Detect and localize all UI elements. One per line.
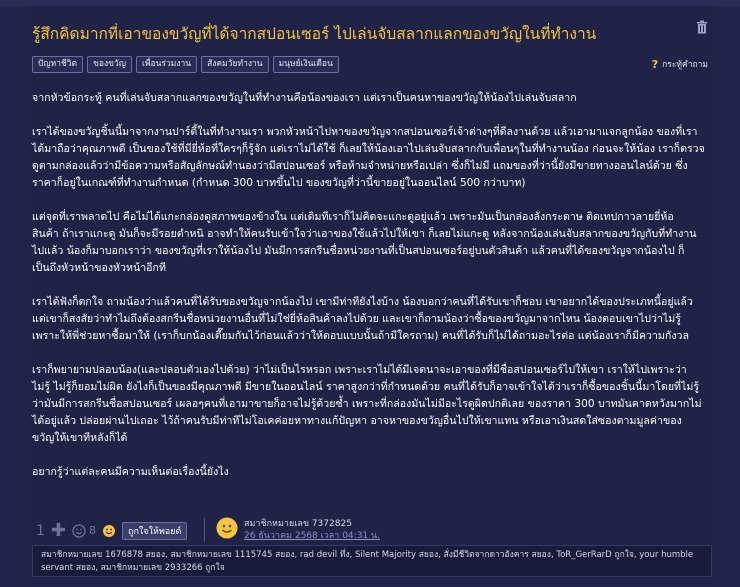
member-info <box>244 518 380 542</box>
tag-work-society[interactable]: สังคมวัยทำงาน <box>201 56 269 73</box>
member-avatar-icon[interactable] <box>216 517 238 539</box>
vote-area <box>36 520 187 541</box>
body-line: ดูตามกล่องแล้วว่ามีข้อความหรือสัญลักษณ์ทำนองว่ามีสปอนเซอร์ หรือห้ามจำหน่ายหรือเปล่า ซึ่งก็ไม่มี แถมของที่ว่านี้ยังมีขายทางออนไลน์ด้วย ซึ่ง <box>32 160 688 172</box>
body-line: เพราะให้พี่ช่วยหาซื้อมาให้ (เราก็บกน้องเตี๊ยมกันไว้ก่อนแล้วว่าให้ตอบแบบนั้นถ้ามีใครถาม) คนที่ได้รับก็ไม่ได้ถามอะไรต่อ แต่น้องเราก็มีความกังวล <box>32 330 689 342</box>
paragraph-4 <box>32 294 708 345</box>
body-line: ไปแล้ว น้องก็มาบอกเราว่า ของขวัญที่เราให้น้องไป มันมีการสกรีนชื่อหน่วยงานที่เป็นสปอนเซอร์อยู่บนตัวสินค้า แล้วคนที่ได้ของขวัญจากน้องไป ก็ <box>32 245 685 257</box>
body-line: สินค้า ถ้าเราแกะดู มันก็จะมีรอยตำหนิ อาจทำให้คนรับเข้าใจว่าเอาของใช้แล้วไปให้เขา ก็เลยไม่แกะดู หลังจากน้องเล่นจับสลากของขวัญกับที่ทำงาน <box>32 228 697 240</box>
body-line: เราก็พยายามปลอบน้อง(และปลอบตัวเองไปด้วย) ว่าไม่เป็นไรหรอก เพราะเราไม่ได้มีเจตนาจะเอาของที่มีชื่อสปอนเซอร์ไปให้เขา เราให้ไปเพราะว่า <box>32 364 687 376</box>
reactions-list: สมาชิกหมายเลข 1676878 สยอง, สมาชิกหมายเลข 1115745 สยอง, rad devil ทึ่ง, Silent Majority สยอง, สั่งมีชีวิตจากดาวอังคาร สยอง, ToR_GerRarD ถูกใจ, your humble servant สยอง, สมาชิกหมายเลข 2933266 ถูกใจ <box>32 545 712 577</box>
body-line: เป็นถึงหัวหน้าของหัวหน้าอีกที <box>32 262 166 274</box>
trash-icon[interactable] <box>696 20 708 34</box>
post-title: รู้สึกคิดมากที่เอาของขวัญที่ได้จากสปอนเซอร์ ไปเล่นจับสลากแลกของขวัญในที่ทำงาน <box>32 25 597 43</box>
footer-divider <box>204 518 205 542</box>
paragraph-5 <box>32 362 708 447</box>
body-line: แต่เขาก็สงสัยว่าทำไมถึงต้องสกรีนชื่อหน่วยงานอื่นที่ไม่ใช่ยี่ห้อสินค้าลงไปด้วย และเขาก็ถามน้องว่าซื้อของขวัญมาจากไหน น้องตอบเขาไปว่าไม่รู้ <box>32 313 681 325</box>
body-line: เราได้ฟังก็ตกใจ ถามน้องว่าแล้วคนที่ได้รับของขวัญจากน้องไป เขามีท่าทียังไงบ้าง น้องบอกว่าคนที่ได้รับเขาก็ชอบ เขาอยากได้ของประเภทนี้อยู่แล้ว <box>32 296 693 308</box>
tag-life-problem[interactable]: ปัญหาชีวิต <box>32 56 83 73</box>
paragraph-1 <box>32 90 708 107</box>
emotion-count: 8 <box>89 524 97 537</box>
post-time[interactable]: 26 ธันวาคม 2568 เวลา 04:31 น. <box>244 531 381 541</box>
tag-list <box>32 56 339 73</box>
body-line: อยากรู้ว่าแต่ละคนมีความเห็นต่อเรื่องนี้ยังไง <box>32 466 229 478</box>
body-line: ได้อยู่แล้ว ปล่อยผ่านไปเถอะ ไว้ถ้าคนรับมีท่าทีไม่โอเคค่อยหาทางแก้ปัญหา อาจหาของขวัญอื่นไปให้เขาแทน หรือเอาเงินสดใส่ซองตามมูลค่าของ <box>32 415 682 427</box>
body-line: แต่จุดที่เราพลาดไป คือไม่ได้แกะกล่องดูสภาพของข้างใน แต่เดิมทีเราก็ไม่คิดจะแกะดูอยู่แล้ว เพราะมันเป็นกล่องลังกระดาษ ติดเทปกาวลายยี่ห้อ <box>32 211 674 223</box>
emotion-icon[interactable] <box>72 524 86 538</box>
tag-coworker[interactable]: เพื่อนร่วมงาน <box>136 56 197 73</box>
body-line: เราได้ของขวัญชิ้นนี้มาจากงานปาร์ตี้ในที่ทำงานเรา พวกหัวหน้าไปหาของขวัญจากสปอนเซอร์เจ้าต่างๆที่ดีลงานด้วย แล้วเอามาแจกลูกน้อง ของที่เรา <box>32 126 698 138</box>
paragraph-2 <box>32 124 708 192</box>
tag-gift[interactable]: ของขวัญ <box>87 56 132 73</box>
question-label: กระทู้คำถาม <box>662 60 708 70</box>
post-card <box>28 6 716 581</box>
tag-salaryman[interactable]: มนุษย์เงินเดือน <box>273 56 339 73</box>
post-body <box>32 90 708 481</box>
body-line: ได้มาถือว่าคุณภาพดี เป็นของใช้ที่มียี่ห้อที่ใครๆก็รู้จัก แต่เราไม่ได้ใช้ ก็เลยให้น้องเอาไปเล่นจับสลากกับเพื่อนๆในที่ทำงานน้อง ก่อนจะให้น้อง เราก็ตรวจ <box>32 143 705 155</box>
smile-icon <box>102 524 116 538</box>
plus-vote-icon[interactable]: ✚ <box>50 520 67 541</box>
like-points-button[interactable]: ถูกใจให้พอยต์ <box>122 522 187 540</box>
question-badge <box>652 57 708 71</box>
body-line: ขวัญให้เขาทีหลังก็ได้ <box>32 432 128 444</box>
post-footer <box>28 510 716 550</box>
body-line: ไม่รู้ ไม่รู้ก็ยอมไม่ผิด ยังไงก็เป็นของมีคุณภาพดี มีขายในออนไลน์ ราคาสูงกว่าที่กำหนดด้วย คนที่ได้รับก็อาจเข้าใจได้ว่าเราก็ซื้อของชิ้นนี้มาโดยที่ไม่รู้ <box>32 381 700 393</box>
paragraph-6 <box>32 464 708 481</box>
body-line: จากหัวข้อกระทู้ คนที่เล่นจับสลากแลกของขวัญในที่ทำงานคือน้องของเรา แต่เราเป็นคนหาของขวัญให้น้องไปเล่นจับสลาก <box>32 92 577 104</box>
body-line: ราคาก็อยู่ในเกณฑ์ที่ทำงานกำหนด (กำหนด 300 บาทขึ้นไป ของขวัญที่ว่านี้ขายอยู่ในออนไลน์ 500 กว่าบาท) <box>32 177 526 189</box>
vote-count: 1 <box>36 522 45 539</box>
question-icon: ? <box>651 57 659 71</box>
paragraph-3 <box>32 209 708 277</box>
body-line: ว่ามันมีการสกรีนชื่อสปอนเซอร์ เผลอๆคนที่เอามาขายก็อาจไม่รู้ด้วยซ้ำ เพราะที่กล่องมันไม่มีอะไรดูผิดปกติเลย ของราคา 300 บาทมันคาดหวังมากไม่ <box>32 398 702 410</box>
member-number[interactable]: สมาชิกหมายเลข 7372825 <box>244 519 352 529</box>
